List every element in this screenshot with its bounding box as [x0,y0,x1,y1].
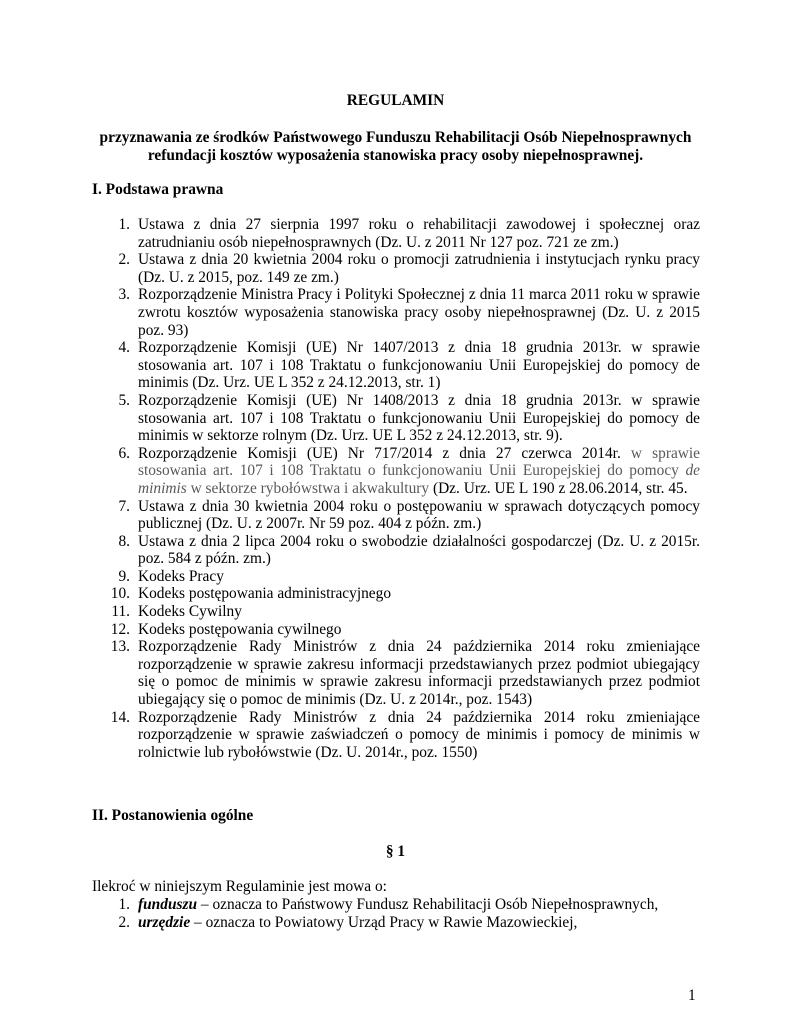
paragraph-sign: § 1 [385,843,406,860]
list-item-number: 5. [118,391,130,409]
list-item-text: Rozporządzenie Ministra Pracy i Polityki Społecznej z dnia 11 marca 2011 roku w sprawie zwrotu kosztów wyposażenia stanowiska pracy osoby niepełnosprawnej (Dz. U. z 2015 poz. 93) [138,286,700,339]
page-number: 1 [688,987,696,1004]
item6-part5: (Dz. Urz. UE L 190 z 28.06.2014, str. 45. [429,479,688,497]
item6-part4: w sektorze rybołówstwa i akwakultury [186,479,430,497]
section-2-heading [92,807,253,825]
list-item [100,568,700,586]
definitions-intro: Ilekroć w niniejszym Regulaminie jest mowa o: [92,878,387,895]
definition-text: – oznacza to Państwowy Fundusz Rehabilitacji Osób Niepełnosprawnych, [197,896,659,913]
definitions-list [100,896,700,931]
item6-part3: de minimis [138,462,700,497]
list-item-number: 8. [118,532,130,550]
list-item [100,251,700,286]
definition-number: 1. [118,896,130,913]
list-item-number: 4. [118,339,130,357]
list-item-number: 12. [110,620,130,638]
list-item [100,638,700,708]
list-item-number: 6. [118,444,130,462]
list-item [100,216,700,251]
list-item-text [138,445,700,498]
definition-item [100,896,700,914]
list-item [100,603,700,621]
list-item-text: Kodeks Cywilny [138,603,242,621]
list-item [100,445,700,498]
list-item-text: Kodeks Pracy [138,567,224,585]
list-item-text: Rozporządzenie Komisji (UE) Nr 1407/2013 z dnia 18 grudnia 2013r. w sprawie stosowania art. 107 i 108 Traktatu o funkcjonowaniu Unii Europejskiej do pomocy de minimis (Dz. Urz. UE L 352 z 24.12.2013, str. 1) [138,339,700,392]
list-item [100,533,700,568]
list-item-text: Ustawa z dnia 27 sierpnia 1997 roku o rehabilitacji zawodowej i społecznej oraz zatrudnianiu osób niepełnosprawnych (Dz. U. z 2011 Nr 127 poz. 721 ze zm.) [138,216,700,251]
list-item-text: Rozporządzenie Rady Ministrów z dnia 24 października 2014 roku zmieniające rozporządzenie w sprawie zaświadczeń o pomocy de minimis i pomocy de minimis w rolnictwie lub rybołówstwie (Dz. U. 2014r., poz. 1550) [138,708,700,761]
list-item [100,621,700,639]
list-item [100,392,700,445]
list-item-number: 9. [118,567,130,585]
list-item [100,498,700,533]
subtitle-line-1: przyznawania ze środków Państwowego Funduszu Rehabilitacji Osób Niepełnosprawnych [99,129,692,146]
item6-part2: w sprawie stosowania art. 107 i 108 Traktatu o funkcjonowaniu Unii Europejskiej do pomocy [138,444,700,480]
list-item [100,585,700,603]
document-title: REGULAMIN [346,92,445,109]
list-item-number: 3. [118,286,130,304]
list-item [100,286,700,339]
list-item-number: 1. [118,216,130,233]
list-item-number: 14. [110,708,130,726]
definition-term: funduszu [138,896,198,913]
list-item-text: Ustawa z dnia 2 lipca 2004 roku o swobodzie działalności gospodarczej (Dz. U. z 2015r. poz. 584 z późn. zm.) [138,532,700,568]
definition-term: urzędzie [138,913,191,931]
list-item-text: Rozporządzenie Komisji (UE) Nr 1408/2013 z dnia 18 grudnia 2013r. w sprawie stosowania art. 107 i 108 Traktatu o funkcjonowaniu Unii Europejskiej do pomocy de minimis w sektorze rolnym (Dz. Urz. UE L 352 z 24.12.2013, str. 9). [138,391,700,445]
list-item-number: 7. [118,497,130,515]
list-item-number: 13. [110,638,130,656]
list-item-text: Kodeks postępowania cywilnego [138,620,342,638]
definition-number: 2. [118,913,130,931]
list-item-text: Ustawa z dnia 20 kwietnia 2004 roku o promocji zatrudnienia i instytucjach rynku pracy (Dz. U. z 2015, poz. 149 ze zm.) [138,251,700,286]
list-item-text: Kodeks postępowania administracyjnego [138,585,392,603]
section-2-roman: II [92,807,104,824]
section-2-title: . Postanowienia ogólne [103,807,254,824]
list-item-text: Ustawa z dnia 30 kwietnia 2004 roku o postępowaniu w sprawach dotyczących pomocy publicznej (Dz. U. z 2007r. Nr 59 poz. 404 z późn. zm.) [138,497,700,533]
item6-part1: Rozporządzenie Komisji (UE) Nr 717/2014 z dnia 27 czerwca 2014r. [138,444,621,462]
list-item-number: 2. [118,251,130,269]
document-subtitle [60,129,731,164]
list-item-text: Rozporządzenie Rady Ministrów z dnia 24 października 2014 roku zmieniające rozporządzenie w sprawie zakresu informacji przedstawianych przez podmiot ubiegający się o pomoc de minimis w sprawie zakresu informacji przedstawianych przez podmiot ubiegający się o pomoc de minimis (Dz. U. z 2014r., poz. 1543) [138,638,700,709]
list-item [100,709,700,762]
list-item [100,339,700,392]
section-1-heading: I. Podstawa prawna [92,181,224,198]
definition-item [100,914,700,932]
list-item-number: 10. [110,585,130,603]
subtitle-line-2: refundacji kosztów wyposażenia stanowiska pracy osoby niepełnosprawnej. [147,146,644,164]
list-item-number: 11. [111,603,130,621]
legal-basis-list [100,216,700,761]
definition-text: – oznacza to Powiatowy Urząd Pracy w Rawie Mazowieckiej, [190,913,578,931]
